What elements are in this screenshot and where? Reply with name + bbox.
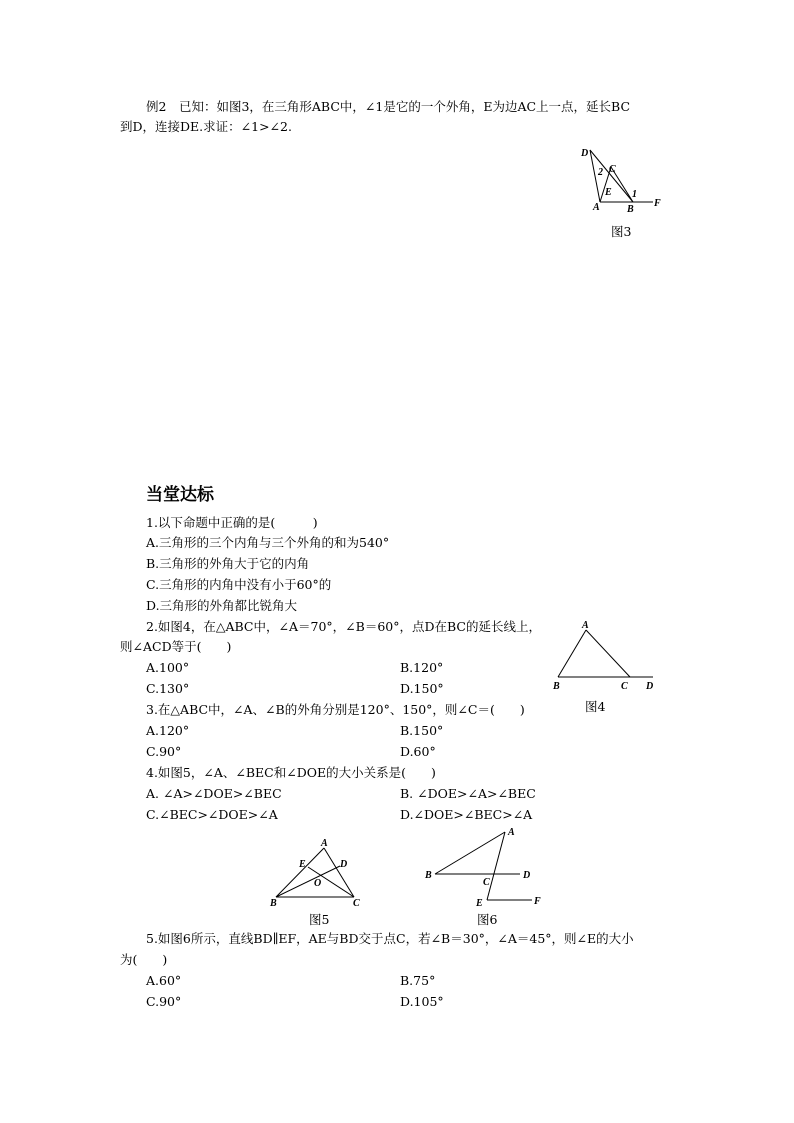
- example2-line2: 到D，连接DE.求证：∠1>∠2.: [120, 119, 292, 134]
- fig3-label-e: E: [605, 187, 612, 198]
- fig3-label-f: F: [654, 198, 661, 209]
- figure-3: [575, 140, 675, 220]
- figure-4: [548, 615, 663, 695]
- q3-option-c: C.90°: [146, 744, 182, 759]
- q1-option-b: B.三角形的外角大于它的内角: [146, 556, 310, 571]
- fig4-label-c: C: [621, 681, 628, 692]
- q1-option-d: D.三角形的外角都比锐角大: [146, 598, 298, 613]
- q3-option-a: A.120°: [146, 723, 190, 738]
- fig6-label-e: E: [476, 898, 483, 909]
- fig4-label-d: D: [646, 681, 654, 692]
- fig6-label-c: C: [483, 877, 490, 888]
- fig5-label-o: O: [314, 878, 322, 889]
- fig6-caption: 图6: [477, 912, 498, 927]
- fig5-caption: 图5: [309, 912, 330, 927]
- q4-option-d: D.∠DOE>∠BEC>∠A: [400, 807, 533, 822]
- fig5-label-a: A: [321, 838, 328, 849]
- fig3-caption: 图3: [611, 224, 632, 239]
- q5-stem-line1: 5.如图6所示，直线BD∥EF，AE与BD交于点C，若∠B＝30°，∠A＝45°，则∠E的大小: [146, 931, 634, 946]
- q4-stem: 4.如图5，∠A、∠BEC和∠DOE的大小关系是( ): [146, 765, 436, 780]
- fig5-label-d: D: [340, 859, 348, 870]
- fig3-label-2: 2: [598, 167, 603, 178]
- q5-option-c: C.90°: [146, 994, 182, 1009]
- fig4-label-a: A: [582, 620, 589, 631]
- q2-option-b: B.120°: [400, 660, 444, 675]
- fig4-caption: 图4: [585, 699, 606, 714]
- fig4-label-b: B: [553, 681, 560, 692]
- fig6-label-b: B: [425, 870, 432, 881]
- q2-option-c: C.130°: [146, 681, 190, 696]
- fig3-label-1: 1: [632, 189, 637, 200]
- q1-option-c: C.三角形的内角中没有小于60°的: [146, 577, 332, 592]
- q3-option-d: D.60°: [400, 744, 436, 759]
- fig6-label-f: F: [534, 896, 541, 907]
- figure-5: [268, 834, 373, 909]
- q2-stem-line1: 2.如图4，在△ABC中，∠A＝70°，∠B＝60°，点D在BC的延长线上，: [146, 619, 541, 634]
- q5-option-d: D.105°: [400, 994, 444, 1009]
- fig3-label-c: C: [609, 164, 616, 175]
- q5-option-b: B.75°: [400, 973, 436, 988]
- fig6-label-d: D: [523, 870, 531, 881]
- fig3-label-b: B: [627, 204, 634, 215]
- q1-option-a: A.三角形的三个内角与三个外角的和为540°: [146, 535, 390, 550]
- section-title: 当堂达标: [146, 485, 214, 505]
- q4-option-b: B. ∠DOE>∠A>∠BEC: [400, 786, 536, 801]
- q3-stem: 3.在△ABC中，∠A、∠B的外角分别是120°、150°，则∠C＝( ): [146, 702, 525, 717]
- q2-option-a: A.100°: [146, 660, 190, 675]
- fig5-label-b: B: [270, 898, 277, 909]
- q2-stem-line2: 则∠ACD等于( ): [120, 639, 232, 654]
- q5-stem-line2: 为( ): [120, 952, 168, 967]
- figure-6: [420, 822, 550, 912]
- q5-option-a: A.60°: [146, 973, 182, 988]
- q3-option-b: B.150°: [400, 723, 444, 738]
- fig6-label-a: A: [508, 827, 515, 838]
- fig3-label-a: A: [593, 202, 600, 213]
- example2-line1: 例2 已知：如图3，在三角形ABC中，∠1是它的一个外角，E为边AC上一点，延长BC: [146, 99, 631, 114]
- q4-option-a: A. ∠A>∠DOE>∠BEC: [146, 786, 282, 801]
- q1-stem: 1.以下命题中正确的是( ): [146, 515, 318, 530]
- q2-option-d: D.150°: [400, 681, 444, 696]
- fig5-label-e: E: [299, 859, 306, 870]
- q4-option-c: C.∠BEC>∠DOE>∠A: [146, 807, 278, 822]
- fig5-label-c: C: [353, 898, 360, 909]
- fig3-label-d: D: [581, 148, 589, 159]
